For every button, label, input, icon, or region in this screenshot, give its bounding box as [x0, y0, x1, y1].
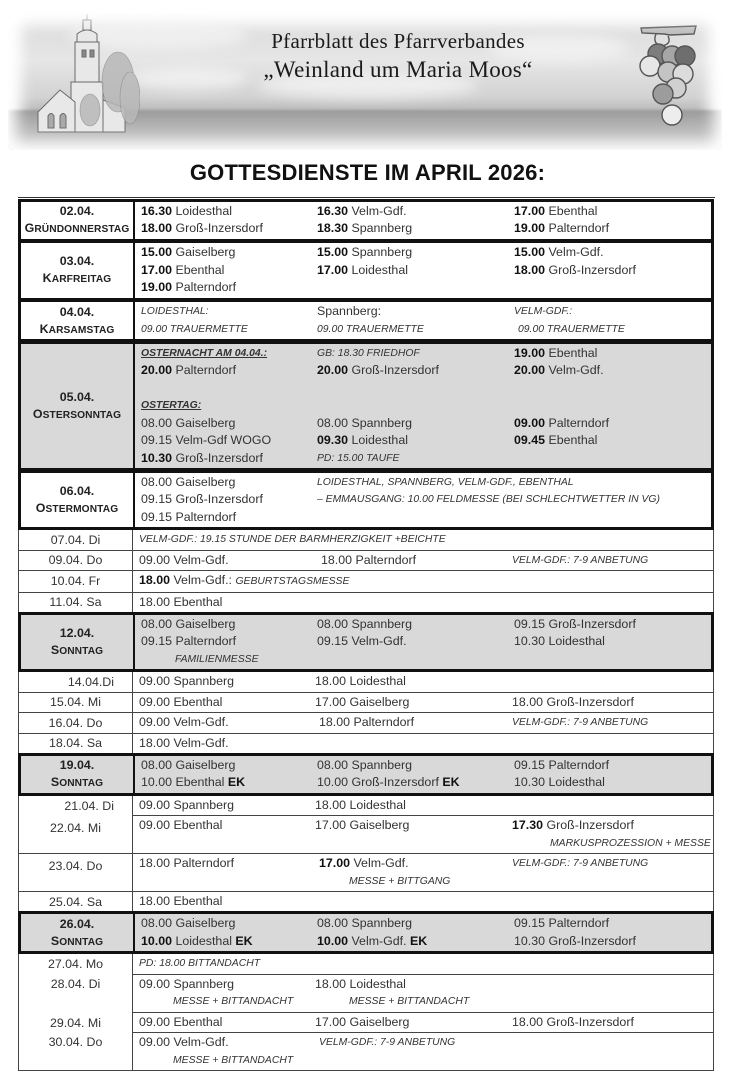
service-entry: 18.00 Palterndorf: [319, 715, 415, 729]
service-entry: 09.15 Velm-Gdf.: [317, 634, 407, 648]
row-day: GRÜNDONNERSTAG: [24, 221, 130, 235]
service-entry: 10.00 Groß-Inzersdorf EK: [317, 775, 460, 789]
service-entry: 09.00 Ebenthal: [139, 694, 223, 709]
service-note: Spannberg:: [317, 304, 382, 318]
service-note: 09.00 TRAUERMETTE: [317, 323, 424, 335]
row-date: 07.04. Di: [50, 532, 101, 547]
row-date: 27.04. Mo: [47, 957, 104, 972]
row-date: 29.04. Mi: [50, 1015, 101, 1030]
table-row: [18, 551, 714, 572]
row-date: 26.04.: [59, 916, 95, 931]
service-note: MESSE + BITTANDACHT: [349, 996, 470, 1007]
service-entry: 18.00 Loidesthal: [315, 797, 406, 812]
service-note: VELM-GDF.: 7-9 ANBETUNG: [512, 554, 649, 566]
row-day: SONNTAG: [50, 775, 104, 789]
table-row: [18, 199, 714, 242]
service-entry: 10.30 Groß-Inzersdorf: [514, 933, 636, 948]
row-date: 06.04.: [59, 483, 95, 498]
service-entry: 09.00 Velm-Gdf.: [139, 552, 229, 567]
service-entry: 15.00 Gaiselberg: [141, 245, 236, 259]
section-label-ostertag: OSTERTAG:: [141, 400, 202, 411]
service-entry: 08.00 Spannberg: [317, 616, 413, 631]
row-date: 04.04.: [59, 304, 95, 319]
service-entry: 17.00 Ebenthal: [141, 262, 225, 277]
row-day: KARSAMSTAG: [39, 321, 115, 336]
service-note: PD: 18.00 BITTANDACHT: [139, 958, 261, 969]
table-row: [18, 672, 714, 693]
service-entry: 17.00 Gaiselberg: [315, 818, 410, 832]
row-date: 15.04. Mi: [50, 695, 101, 710]
table-row: [18, 593, 714, 614]
service-entry: 09.00 Ebenthal: [139, 818, 223, 832]
row-date: 03.04.: [59, 254, 95, 269]
row-date: 23.04. Do: [48, 859, 103, 873]
table-row: [18, 530, 714, 551]
first-communion-badge: EK: [227, 775, 246, 789]
service-entry: 09.15 Groß-Inzersdorf: [514, 616, 636, 631]
service-entry: 19.00 Palterndorf: [141, 280, 237, 294]
service-entry: 09.15 Palterndorf: [141, 634, 237, 648]
service-entry: 18.00 Groß-Inzersdorf: [514, 262, 636, 277]
row-day: KARFREITAG: [42, 271, 112, 286]
service-entry: 09.00 Palterndorf: [514, 415, 610, 430]
service-entry: 09.15 Palterndorf: [141, 509, 237, 524]
table-row: [18, 299, 714, 342]
service-entry: 20.00 Velm-Gdf.: [514, 363, 604, 377]
row-date: 10.04. Fr: [50, 574, 101, 589]
first-communion-badge: EK: [410, 933, 428, 948]
table-row: [18, 954, 714, 975]
service-entry: 15.00 Velm-Gdf.: [514, 245, 604, 259]
row-date: 02.04.: [59, 204, 95, 218]
service-note: VELM-GDF.: 7-9 ANBETUNG: [512, 717, 649, 728]
table-row: [18, 734, 714, 755]
table-row: [18, 470, 714, 531]
service-entry: 09.00 Spannberg: [139, 976, 235, 991]
service-entry: 08.00 Spannberg: [317, 415, 413, 430]
service-entry: 10.30 Loidesthal: [514, 634, 605, 648]
service-entry: 15.00 Spannberg: [317, 245, 413, 259]
table-row: [18, 753, 714, 796]
row-date: 28.04. Di: [50, 976, 101, 991]
table-row: [18, 975, 714, 1013]
banner-title-line2: „Weinland um Maria Moos“: [263, 57, 533, 82]
service-entry: 20.00 Groß-Inzersdorf: [317, 363, 439, 377]
table-row: [18, 713, 714, 734]
service-entry: 09.15 Velm-Gdf WOGO: [141, 433, 272, 447]
service-note: MESSE + BITTGANG: [349, 875, 451, 887]
service-entry: 18.00 Velm-Gdf.: GEBURTSTAGSMESSE: [139, 573, 350, 587]
table-row: [18, 240, 714, 301]
service-entry: 18.00 Groß-Inzersdorf: [512, 1014, 634, 1029]
service-entry: 08.00 Gaiselberg: [141, 757, 236, 772]
service-entry: 08.00 Spannberg: [317, 757, 413, 772]
service-note: PD: 15.00 TAUFE: [317, 452, 400, 464]
service-entry: 09.00 Ebenthal: [139, 1014, 223, 1029]
service-schedule-table: [18, 200, 714, 1071]
service-entry: 18.00 Ebenthal: [139, 894, 223, 908]
service-entry: 17.00 Velm-Gdf.: [319, 856, 409, 870]
service-entry: 17.00 Gaiselberg: [315, 1014, 410, 1029]
service-note: VELM-GDF.: 19.15 STUNDE DER BARMHERZIGKEIT +BEICHTE: [139, 534, 446, 545]
service-entry: 09.45 Ebenthal: [514, 433, 598, 447]
service-note: MARKUSPROZESSION + MESSE: [550, 837, 711, 849]
service-entry: 17.00 Ebenthal: [514, 203, 598, 218]
service-entry: 18.00 Loidesthal: [315, 674, 406, 688]
row-day: SONNTAG: [50, 642, 104, 657]
service-entry: 09.15 Palterndorf: [514, 916, 610, 930]
service-entry: 10.30 Loidesthal: [514, 775, 605, 789]
row-date: 19.04.: [59, 758, 95, 772]
first-communion-badge: EK: [235, 933, 253, 948]
service-entry: 08.00 Gaiselberg: [141, 616, 236, 631]
row-date: 22.04. Mi: [50, 821, 101, 835]
table-row: [18, 571, 714, 593]
service-note: MESSE + BITTANDACHT: [173, 1054, 294, 1066]
service-note: MESSE + BITTANDACHT: [173, 996, 294, 1007]
table-row: [18, 911, 714, 954]
service-entry: 18.00 Ebenthal: [139, 594, 223, 609]
row-date: 16.04. Do: [48, 715, 103, 730]
row-date: 14.04.Di: [67, 674, 114, 689]
service-entry: 09.15 Groß-Inzersdorf: [141, 492, 263, 506]
service-entry: 18.00 Palterndorf: [139, 856, 235, 870]
page-title: GOTTESDIENSTE IM APRIL 2026:: [189, 160, 546, 185]
service-note: VELM-GDF.: 7-9 ANBETUNG: [512, 858, 649, 869]
service-note: VELM-GDF.:: [514, 306, 573, 317]
row-day: OSTERSONNTAG: [32, 406, 122, 421]
service-entry: 08.00 Gaiselberg: [141, 474, 236, 489]
service-entry: 19.00 Palterndorf: [514, 221, 610, 235]
service-entry: 18.30 Spannberg: [317, 221, 413, 235]
service-entry: 17.30 Groß-Inzersdorf: [512, 818, 634, 832]
row-day: OSTERMONTAG: [35, 500, 119, 515]
service-entry: 19.00 Ebenthal: [514, 345, 598, 360]
row-date: 05.04.: [59, 389, 95, 404]
service-entry: 09.30 Loidesthal: [317, 433, 408, 447]
first-communion-badge: EK: [442, 775, 460, 789]
row-date: 18.04. Sa: [48, 736, 103, 751]
service-entry: 18.00 Groß-Inzersdorf: [141, 221, 263, 235]
service-entry: 18.00 Palterndorf: [321, 552, 417, 567]
table-row: [18, 341, 714, 472]
service-entry: 08.00 Gaiselberg: [141, 415, 236, 430]
table-row: [18, 854, 714, 892]
row-date: 11.04. Sa: [49, 595, 102, 610]
table-row: [18, 693, 714, 714]
table-row: [18, 1033, 714, 1071]
service-entry: 10.30 Groß-Inzersdorf: [141, 450, 263, 465]
service-entry: 09.00 Spannberg: [139, 674, 235, 688]
service-entry: 09.15 Palterndorf: [514, 757, 610, 772]
table-row: [18, 612, 714, 673]
table-row: [18, 892, 714, 913]
service-entry: 08.00 Gaiselberg: [141, 916, 236, 930]
table-row: [18, 1013, 714, 1034]
service-entry: 16.30 Velm-Gdf.: [317, 203, 407, 218]
row-date: 30.04. Do: [48, 1035, 103, 1049]
row-day: SONNTAG: [50, 933, 104, 948]
service-note: LOIDESTHAL, SPANNBERG, VELM-GDF., EBENTHAL: [317, 476, 574, 488]
service-entry: 18.00 Velm-Gdf.: [139, 735, 229, 750]
row-date: 09.04. Do: [48, 553, 103, 568]
header-banner: [8, 12, 722, 150]
service-entry: 17.00 Loidesthal: [317, 262, 408, 277]
row-date: 12.04.: [59, 625, 95, 640]
table-row: [18, 796, 714, 817]
service-entry: 18.00 Groß-Inzersdorf: [512, 694, 634, 709]
service-entry: 10.00 Velm-Gdf. EK: [317, 933, 428, 948]
section-label-osternacht: OSTERNACHT AM 04.04.:: [141, 347, 268, 359]
banner-title-line1: Pfarrblatt des Pfarrverbandes: [271, 29, 525, 53]
service-note: GB: 18.30 FRIEDHOF: [317, 347, 420, 359]
service-entry: 17.00 Gaiselberg: [315, 694, 410, 709]
service-note: 09.00 TRAUERMETTE: [518, 323, 625, 335]
service-entry: 09.00 Velm-Gdf.: [139, 715, 229, 729]
table-row: [18, 816, 714, 854]
service-note: FAMILIENMESSE: [175, 653, 259, 665]
service-note: VELM-GDF.: 7-9 ANBETUNG: [319, 1037, 456, 1048]
row-date: 25.04. Sa: [48, 894, 103, 909]
service-note: 09.00 TRAUERMETTE: [141, 323, 248, 335]
service-entry: 20.00 Palterndorf: [141, 363, 237, 377]
service-entry: 09.00 Spannberg: [139, 797, 235, 812]
service-note: – EMMAUSGANG: 10.00 FELDMESSE (BEI SCHLECHTWETTER IN VG): [317, 494, 660, 505]
row-date: 21.04. Di: [64, 798, 114, 813]
service-entry: 08.00 Spannberg: [317, 916, 413, 930]
service-entry: 09.00 Velm-Gdf.: [139, 1035, 229, 1049]
service-entry: 16.30 Loidesthal: [141, 203, 232, 218]
service-entry: 18.00 Loidesthal: [315, 976, 406, 991]
service-entry: 10.00 Loidesthal EK: [141, 933, 253, 948]
service-entry: 10.00 Ebenthal EK: [141, 775, 246, 789]
service-note: LOIDESTHAL:: [141, 306, 209, 317]
